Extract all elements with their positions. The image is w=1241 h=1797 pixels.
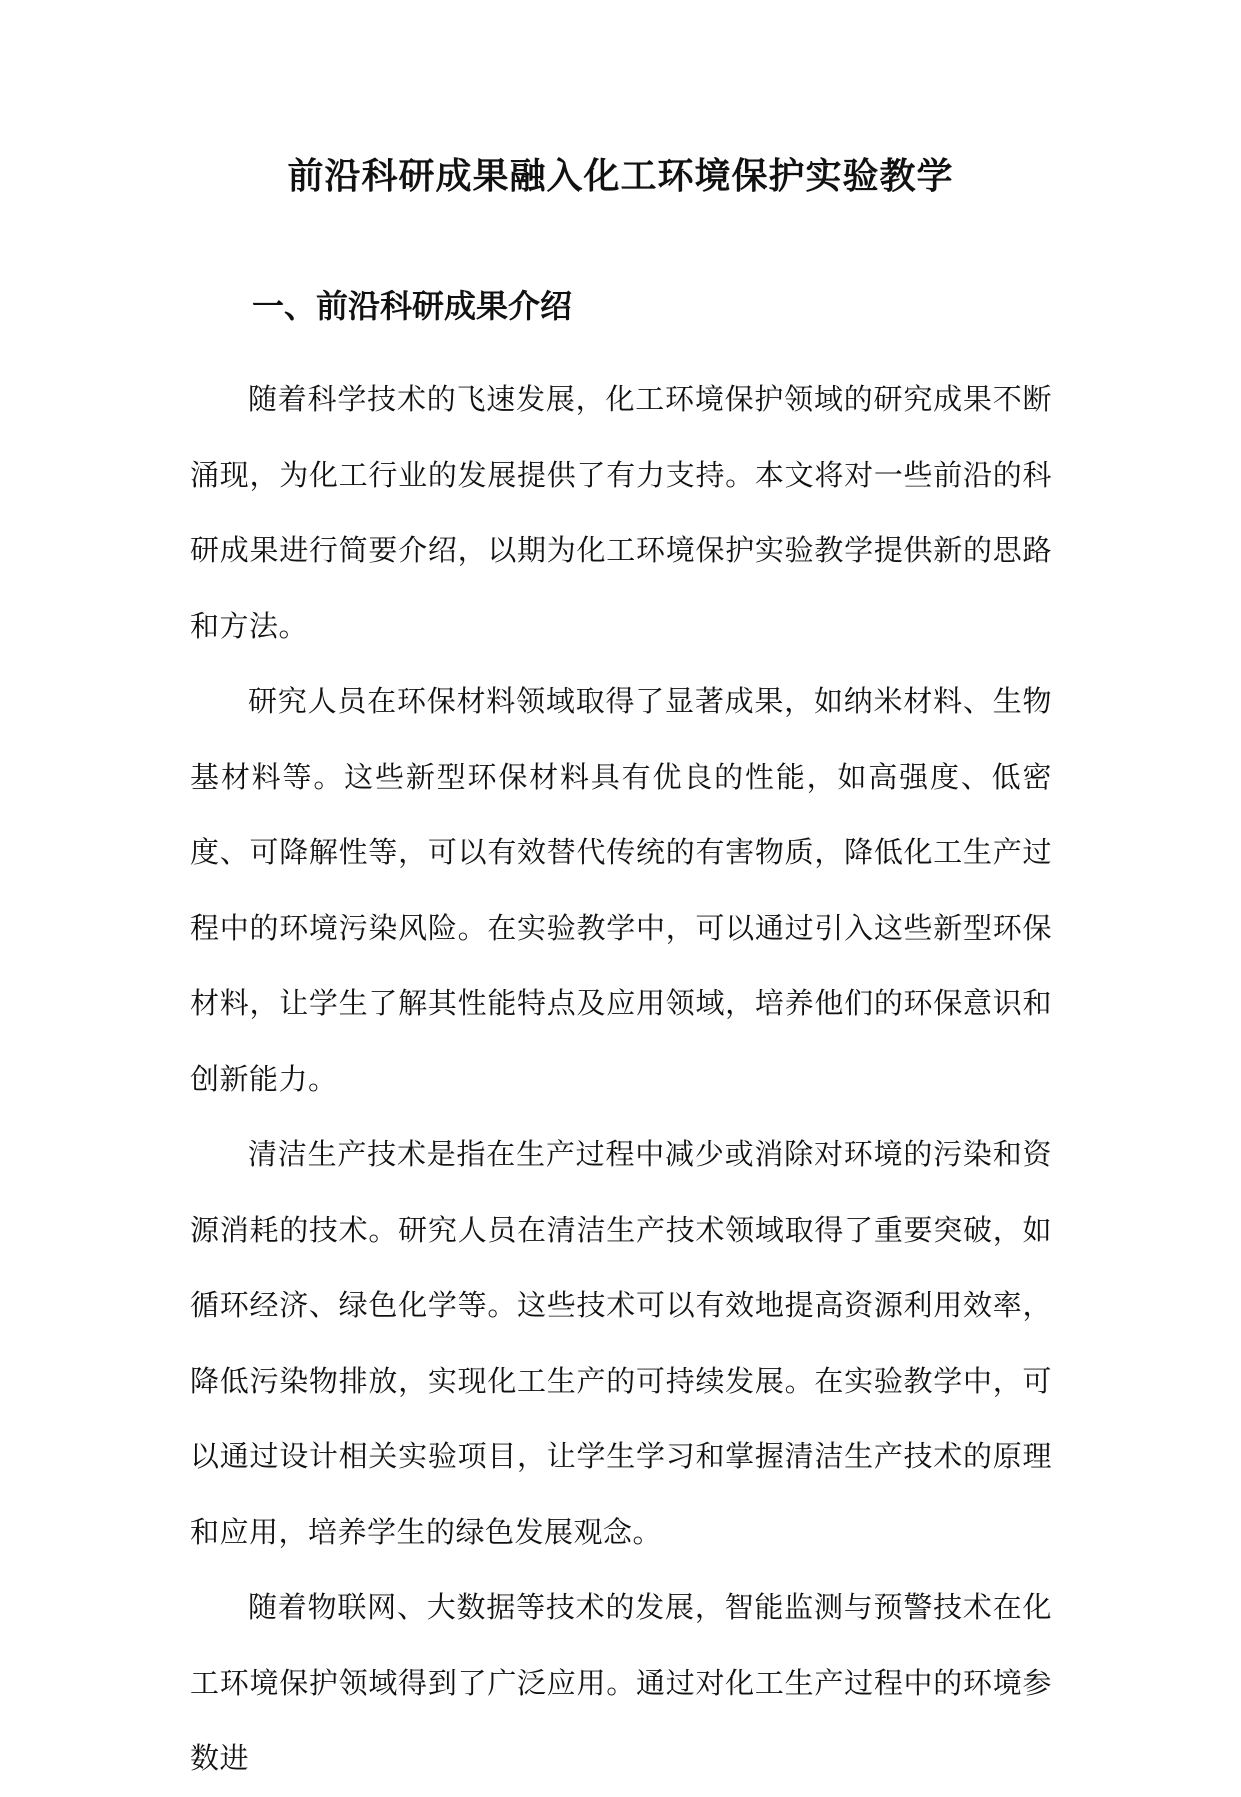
- section-heading: 一、前沿科研成果介绍: [252, 287, 573, 325]
- document-title: 前沿科研成果融入化工环境保护实验教学: [287, 155, 954, 197]
- paragraph: 清洁生产技术是指在生产过程中减少或消除对环境的污染和资源消耗的技术。研究人员在清洁生产技术领域取得了重要突破，如循环经济、绿色化学等。这些技术可以有效地提高资源利用效率，降低污染物排放，实现化工生产的可持续发展。在实验教学中，可以通过设计相关实验项目，让学生学习和掌握清洁生产技术的原理和应用，培养学生的绿色发展观念。: [190, 1137, 1052, 1549]
- paragraph: 随着物联网、大数据等技术的发展，智能监测与预警技术在化工环境保护领域得到了广泛应用。通过对化工生产过程中的环境参数进: [190, 1590, 1052, 1775]
- paragraph: 随着科学技术的飞速发展，化工环境保护领域的研究成果不断涌现，为化工行业的发展提供了有力支持。本文将对一些前沿的科研成果进行简要介绍，以期为化工环境保护实验教学提供新的思路和方法。: [190, 382, 1052, 643]
- document-body: [190, 362, 1052, 1797]
- paragraph: 研究人员在环保材料领域取得了显著成果，如纳米材料、生物基材料等。这些新型环保材料具有优良的性能，如高强度、低密度、可降解性等，可以有效替代传统的有害物质，降低化工生产过程中的环境污染风险。在实验教学中，可以通过引入这些新型环保材料，让学生了解其性能特点及应用领域，培养他们的环保意识和创新能力。: [190, 684, 1052, 1096]
